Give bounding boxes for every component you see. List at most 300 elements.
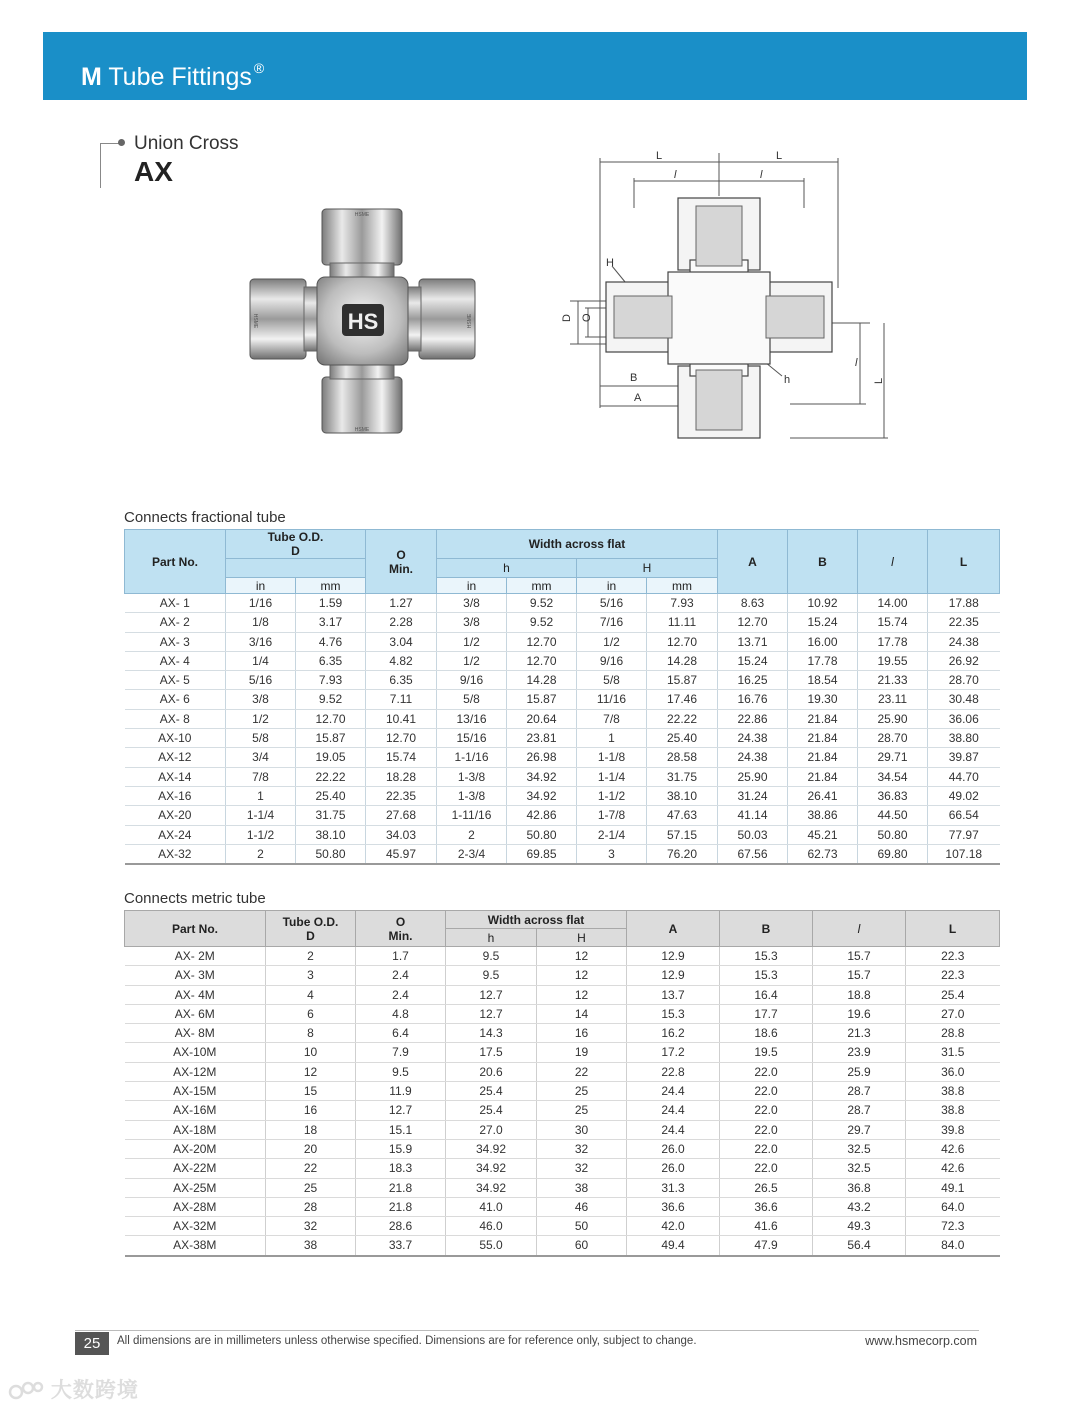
table-cell: 5/8 bbox=[577, 671, 647, 690]
table-cell: 4.8 bbox=[356, 1004, 446, 1023]
product-code: AX bbox=[134, 156, 173, 187]
table-cell: 17.78 bbox=[788, 651, 858, 670]
header-banner bbox=[43, 32, 1027, 100]
dim-H: H bbox=[606, 257, 614, 269]
table-row bbox=[125, 985, 1000, 1004]
col-tube-od: Tube O.D. D bbox=[266, 911, 356, 947]
table-cell: 14.28 bbox=[507, 671, 577, 690]
table-cell: 38.10 bbox=[296, 825, 366, 844]
table-cell: 6 bbox=[266, 1004, 356, 1023]
watermark-text: 大数跨境 bbox=[50, 1379, 139, 1402]
table-cell: 3 bbox=[577, 844, 647, 864]
table-row bbox=[125, 1062, 1000, 1081]
table-row bbox=[125, 844, 1000, 864]
table-cell: 23.11 bbox=[858, 690, 928, 709]
table-cell: 8 bbox=[266, 1024, 356, 1043]
table-cell: 4 bbox=[266, 985, 356, 1004]
table-cell: 26.0 bbox=[627, 1159, 720, 1178]
table-cell: 1/4 bbox=[226, 651, 296, 670]
table-cell: 2-3/4 bbox=[437, 844, 507, 864]
table-cell: 49.1 bbox=[906, 1178, 1000, 1197]
table-cell: 36.6 bbox=[627, 1197, 720, 1216]
dim-L-top-right: L bbox=[776, 150, 783, 162]
table-cell: 25.40 bbox=[296, 786, 366, 805]
table-cell: 17.88 bbox=[928, 594, 1000, 613]
watermark bbox=[8, 1374, 139, 1404]
table-cell: 66.54 bbox=[928, 806, 1000, 825]
table-cell: 15.9 bbox=[356, 1139, 446, 1158]
table-cell: 5/16 bbox=[577, 594, 647, 613]
table-cell: 31.75 bbox=[647, 767, 718, 786]
table-cell: AX-12M bbox=[125, 1062, 266, 1081]
table-cell: 57.15 bbox=[647, 825, 718, 844]
table-cell: 15.87 bbox=[296, 729, 366, 748]
table-cell: 34.54 bbox=[858, 767, 928, 786]
table-cell: AX-32M bbox=[125, 1217, 266, 1236]
table-cell: 12.70 bbox=[507, 632, 577, 651]
table-cell: 6.4 bbox=[356, 1024, 446, 1043]
table-cell: 46 bbox=[537, 1197, 627, 1216]
table-cell: AX-22M bbox=[125, 1159, 266, 1178]
table-cell: 1.7 bbox=[356, 947, 446, 966]
table-cell: 1-1/4 bbox=[226, 806, 296, 825]
table-cell: AX-15M bbox=[125, 1082, 266, 1101]
table-cell: 21.84 bbox=[788, 748, 858, 767]
table-cell: 25 bbox=[537, 1101, 627, 1120]
table-cell: AX- 4 bbox=[125, 651, 226, 670]
table-cell: 41.0 bbox=[446, 1197, 537, 1216]
table-cell: 21.8 bbox=[356, 1197, 446, 1216]
table-row bbox=[125, 748, 1000, 767]
table-cell: 12 bbox=[537, 985, 627, 1004]
table-cell: 11.9 bbox=[356, 1082, 446, 1101]
metric-table-body bbox=[125, 947, 1000, 1256]
table-cell: 12.7 bbox=[446, 1004, 537, 1023]
table-cell: 15 bbox=[266, 1082, 356, 1101]
title-text: Tube Fittings bbox=[108, 63, 252, 91]
table-cell: 28.70 bbox=[858, 729, 928, 748]
table-cell: 6.35 bbox=[366, 671, 437, 690]
table-cell: 19.6 bbox=[813, 1004, 906, 1023]
table-cell: 1/2 bbox=[437, 651, 507, 670]
table-cell: 14.00 bbox=[858, 594, 928, 613]
table-cell: 28 bbox=[266, 1197, 356, 1216]
table-cell: 32 bbox=[537, 1159, 627, 1178]
table-cell: 22 bbox=[537, 1062, 627, 1081]
table-cell: 1-11/16 bbox=[437, 806, 507, 825]
table-cell: 69.85 bbox=[507, 844, 577, 864]
table-cell: 1-3/8 bbox=[437, 767, 507, 786]
table-cell: 11.11 bbox=[647, 613, 718, 632]
unit-cell: mm bbox=[296, 578, 366, 594]
unit-cell: mm bbox=[647, 578, 718, 594]
table-cell: 12 bbox=[537, 947, 627, 966]
table-cell: 30.48 bbox=[928, 690, 1000, 709]
metric-caption: Connects metric tube bbox=[124, 890, 266, 907]
table-cell: 12.70 bbox=[718, 613, 788, 632]
table-cell: 9/16 bbox=[437, 671, 507, 690]
table-cell: 9.52 bbox=[296, 690, 366, 709]
table-cell: 12 bbox=[266, 1062, 356, 1081]
table-cell: 1-3/8 bbox=[437, 786, 507, 805]
table-cell: 21.3 bbox=[813, 1024, 906, 1043]
table-cell: 23.9 bbox=[813, 1043, 906, 1062]
table-cell: 19.55 bbox=[858, 651, 928, 670]
table-cell: 38 bbox=[266, 1236, 356, 1256]
dim-l-top-right: l bbox=[760, 169, 763, 181]
table-cell: 18 bbox=[266, 1120, 356, 1139]
table-row bbox=[125, 632, 1000, 651]
table-cell: 10.41 bbox=[366, 709, 437, 728]
table-cell: 25.90 bbox=[718, 767, 788, 786]
table-cell: 38.80 bbox=[928, 729, 1000, 748]
table-cell: 49.4 bbox=[627, 1236, 720, 1256]
table-cell: 2.28 bbox=[366, 613, 437, 632]
table-cell: 5/8 bbox=[437, 690, 507, 709]
table-cell: 2 bbox=[266, 947, 356, 966]
table-cell: 38.86 bbox=[788, 806, 858, 825]
table-row bbox=[125, 1024, 1000, 1043]
table-cell: 34.92 bbox=[446, 1178, 537, 1197]
dim-O: O bbox=[581, 313, 593, 322]
brand-letter: M bbox=[81, 63, 102, 91]
col-width-across-flat: Width across flat bbox=[446, 911, 627, 929]
table-cell: 16.76 bbox=[718, 690, 788, 709]
table-cell: 22.0 bbox=[720, 1159, 813, 1178]
table-cell: 16.2 bbox=[627, 1024, 720, 1043]
table-cell: 22.0 bbox=[720, 1082, 813, 1101]
table-cell: 47.9 bbox=[720, 1236, 813, 1256]
table-cell: 13.7 bbox=[627, 985, 720, 1004]
table-cell: AX- 8M bbox=[125, 1024, 266, 1043]
table-cell: 49.3 bbox=[813, 1217, 906, 1236]
table-cell: 22.35 bbox=[928, 613, 1000, 632]
fractional-table bbox=[124, 529, 1000, 865]
table-cell: 84.0 bbox=[906, 1236, 1000, 1256]
table-cell: 39.8 bbox=[906, 1120, 1000, 1139]
table-cell: 15.7 bbox=[813, 947, 906, 966]
table-cell: 8.63 bbox=[718, 594, 788, 613]
table-cell: 26.92 bbox=[928, 651, 1000, 670]
table-cell: 38.10 bbox=[647, 786, 718, 805]
table-row bbox=[125, 1082, 1000, 1101]
table-row bbox=[125, 1178, 1000, 1197]
nut-mark-bottom: HSME bbox=[354, 427, 370, 433]
table-cell: AX-24 bbox=[125, 825, 226, 844]
dim-l-top-left: l bbox=[674, 169, 677, 181]
table-cell: 62.73 bbox=[788, 844, 858, 864]
col-h-small: h bbox=[446, 929, 537, 947]
table-cell: 32 bbox=[266, 1217, 356, 1236]
table-cell: 3/16 bbox=[226, 632, 296, 651]
table-cell: 1 bbox=[577, 729, 647, 748]
table-cell: 1-1/4 bbox=[577, 767, 647, 786]
table-cell: 3/8 bbox=[437, 594, 507, 613]
table-cell: 16 bbox=[266, 1101, 356, 1120]
heading-bracket bbox=[100, 143, 119, 188]
col-width-across-flat: Width across flat bbox=[437, 530, 718, 559]
table-cell: 29.7 bbox=[813, 1120, 906, 1139]
table-cell: 1/16 bbox=[226, 594, 296, 613]
table-cell: 16.4 bbox=[720, 985, 813, 1004]
table-cell: 26.41 bbox=[788, 786, 858, 805]
table-cell: 9.52 bbox=[507, 613, 577, 632]
table-cell: 22.35 bbox=[366, 786, 437, 805]
table-cell: 77.97 bbox=[928, 825, 1000, 844]
table-cell: 32 bbox=[537, 1139, 627, 1158]
table-cell: 31.5 bbox=[906, 1043, 1000, 1062]
table-cell: 15.7 bbox=[813, 966, 906, 985]
table-cell: 15.1 bbox=[356, 1120, 446, 1139]
table-cell: 18.28 bbox=[366, 767, 437, 786]
product-photo bbox=[245, 205, 480, 437]
table-row bbox=[125, 1236, 1000, 1256]
page-footer bbox=[75, 1330, 979, 1355]
table-cell: 15/16 bbox=[437, 729, 507, 748]
col-part-no: Part No. bbox=[125, 530, 226, 594]
table-row bbox=[125, 594, 1000, 613]
table-row bbox=[125, 966, 1000, 985]
table-cell: 45.97 bbox=[366, 844, 437, 864]
table-cell: 25.90 bbox=[858, 709, 928, 728]
table-cell: 22.86 bbox=[718, 709, 788, 728]
table-cell: 28.8 bbox=[906, 1024, 1000, 1043]
table-cell: 60 bbox=[537, 1236, 627, 1256]
col-l-small: l bbox=[813, 911, 906, 947]
table-cell: 50 bbox=[537, 1217, 627, 1236]
table-cell: AX-16M bbox=[125, 1101, 266, 1120]
dim-B: B bbox=[630, 372, 638, 384]
table-cell: 36.6 bbox=[720, 1197, 813, 1216]
table-row bbox=[125, 1120, 1000, 1139]
table-cell: 1-1/2 bbox=[577, 786, 647, 805]
table-cell: 1-1/8 bbox=[577, 748, 647, 767]
table-cell: 25.4 bbox=[446, 1082, 537, 1101]
table-cell: 14 bbox=[537, 1004, 627, 1023]
table-cell: 41.6 bbox=[720, 1217, 813, 1236]
table-row bbox=[125, 729, 1000, 748]
nut-mark-top: HSME bbox=[354, 212, 370, 218]
table-cell: AX-10 bbox=[125, 729, 226, 748]
col-l-big: L bbox=[906, 911, 1000, 947]
table-row bbox=[125, 709, 1000, 728]
table-cell: 14.28 bbox=[647, 651, 718, 670]
table-cell: 22.8 bbox=[627, 1062, 720, 1081]
table-cell: 22.0 bbox=[720, 1101, 813, 1120]
table-cell: 50.80 bbox=[507, 825, 577, 844]
col-l-small: l bbox=[858, 530, 928, 594]
table-cell: 13/16 bbox=[437, 709, 507, 728]
col-o-min: O Min. bbox=[356, 911, 446, 947]
table-cell: 16.00 bbox=[788, 632, 858, 651]
table-cell: 16 bbox=[537, 1024, 627, 1043]
table-cell: 26.5 bbox=[720, 1178, 813, 1197]
table-cell: 64.0 bbox=[906, 1197, 1000, 1216]
table-cell: 21.84 bbox=[788, 767, 858, 786]
table-cell: 12 bbox=[537, 966, 627, 985]
table-row bbox=[125, 767, 1000, 786]
table-cell: 38.8 bbox=[906, 1101, 1000, 1120]
table-cell: 10 bbox=[266, 1043, 356, 1062]
table-cell: 12.70 bbox=[296, 709, 366, 728]
table-cell: 12.9 bbox=[627, 966, 720, 985]
table-cell: 1-7/8 bbox=[577, 806, 647, 825]
table-cell: 7.93 bbox=[647, 594, 718, 613]
table-row bbox=[125, 1139, 1000, 1158]
table-cell: 25.9 bbox=[813, 1062, 906, 1081]
table-cell: 3/8 bbox=[226, 690, 296, 709]
table-cell: 3 bbox=[266, 966, 356, 985]
table-cell: 12.70 bbox=[507, 651, 577, 670]
product-name: Union Cross bbox=[134, 133, 239, 154]
table-row bbox=[125, 1197, 1000, 1216]
dim-L-top-left: L bbox=[656, 150, 663, 162]
table-cell: 31.75 bbox=[296, 806, 366, 825]
table-cell: 12.70 bbox=[366, 729, 437, 748]
table-row bbox=[125, 825, 1000, 844]
table-cell: 24.38 bbox=[718, 729, 788, 748]
table-cell: 7/8 bbox=[577, 709, 647, 728]
table-cell: 107.18 bbox=[928, 844, 1000, 864]
col-b: B bbox=[788, 530, 858, 594]
table-cell: 42.6 bbox=[906, 1139, 1000, 1158]
table-cell: 1/8 bbox=[226, 613, 296, 632]
table-cell: 24.4 bbox=[627, 1082, 720, 1101]
table-cell: 49.02 bbox=[928, 786, 1000, 805]
table-cell: 44.50 bbox=[858, 806, 928, 825]
table-cell: AX- 4M bbox=[125, 985, 266, 1004]
table-cell: 3/8 bbox=[437, 613, 507, 632]
body-mark: HS bbox=[347, 309, 379, 334]
table-cell: 4.82 bbox=[366, 651, 437, 670]
col-h-big: H bbox=[577, 559, 718, 578]
table-cell: 38 bbox=[537, 1178, 627, 1197]
unit-cell: in bbox=[226, 578, 296, 594]
table-cell: 28.6 bbox=[356, 1217, 446, 1236]
table-cell: 3/4 bbox=[226, 748, 296, 767]
fractional-table-body bbox=[125, 594, 1000, 865]
table-cell: 21.33 bbox=[858, 671, 928, 690]
table-cell: AX-32 bbox=[125, 844, 226, 864]
table-row bbox=[125, 786, 1000, 805]
col-o-min: O Min. bbox=[366, 530, 437, 594]
table-cell: 1.27 bbox=[366, 594, 437, 613]
table-cell: 39.87 bbox=[928, 748, 1000, 767]
table-cell: 22.0 bbox=[720, 1139, 813, 1158]
table-cell: 15.87 bbox=[507, 690, 577, 709]
table-cell: 12.70 bbox=[647, 632, 718, 651]
table-cell: 9.5 bbox=[446, 966, 537, 985]
table-cell: 19.30 bbox=[788, 690, 858, 709]
table-cell: 1/2 bbox=[577, 632, 647, 651]
table-cell: 25.4 bbox=[446, 1101, 537, 1120]
table-cell: 34.92 bbox=[507, 767, 577, 786]
table-cell: 1-1/2 bbox=[226, 825, 296, 844]
table-cell: 30 bbox=[537, 1120, 627, 1139]
table-cell: 36.0 bbox=[906, 1062, 1000, 1081]
dim-L-side: L bbox=[873, 377, 885, 384]
table-cell: 5/16 bbox=[226, 671, 296, 690]
table-cell: 15.74 bbox=[366, 748, 437, 767]
table-cell: 15.74 bbox=[858, 613, 928, 632]
table-cell: 45.21 bbox=[788, 825, 858, 844]
table-cell: 41.14 bbox=[718, 806, 788, 825]
table-cell: 12.9 bbox=[627, 947, 720, 966]
table-cell: 34.92 bbox=[507, 786, 577, 805]
table-cell: 17.46 bbox=[647, 690, 718, 709]
table-row bbox=[125, 1101, 1000, 1120]
table-cell: 15.3 bbox=[720, 966, 813, 985]
table-row bbox=[125, 651, 1000, 670]
table-cell: AX- 2M bbox=[125, 947, 266, 966]
technical-drawing bbox=[550, 148, 895, 443]
table-cell: AX- 2 bbox=[125, 613, 226, 632]
table-cell: 25.40 bbox=[647, 729, 718, 748]
table-cell: AX- 8 bbox=[125, 709, 226, 728]
nut-mark-left: HSME bbox=[252, 313, 258, 329]
table-cell: AX- 6M bbox=[125, 1004, 266, 1023]
table-cell: 2.4 bbox=[356, 966, 446, 985]
table-cell: 9/16 bbox=[577, 651, 647, 670]
table-cell: 22 bbox=[266, 1159, 356, 1178]
table-cell: 36.83 bbox=[858, 786, 928, 805]
table-cell: 31.3 bbox=[627, 1178, 720, 1197]
col-a: A bbox=[718, 530, 788, 594]
table-cell: 14.3 bbox=[446, 1024, 537, 1043]
table-cell: 47.63 bbox=[647, 806, 718, 825]
table-cell: 10.92 bbox=[788, 594, 858, 613]
table-cell: AX-18M bbox=[125, 1120, 266, 1139]
table-cell: 1.59 bbox=[296, 594, 366, 613]
table-cell: 31.24 bbox=[718, 786, 788, 805]
table-cell: 50.80 bbox=[858, 825, 928, 844]
table-cell: 12.7 bbox=[446, 985, 537, 1004]
table-cell: 27.68 bbox=[366, 806, 437, 825]
website-link[interactable]: www.hsmecorp.com bbox=[865, 1334, 977, 1348]
table-cell: 55.0 bbox=[446, 1236, 537, 1256]
table-cell: 36.8 bbox=[813, 1178, 906, 1197]
table-cell: 7.93 bbox=[296, 671, 366, 690]
table-cell: 26.98 bbox=[507, 748, 577, 767]
heading-bullet bbox=[118, 139, 125, 146]
table-cell: 20.6 bbox=[446, 1062, 537, 1081]
fractional-caption: Connects fractional tube bbox=[124, 509, 286, 526]
table-row bbox=[125, 1043, 1000, 1062]
table-cell: 18.54 bbox=[788, 671, 858, 690]
table-cell: 9.5 bbox=[446, 947, 537, 966]
table-cell: 6.35 bbox=[296, 651, 366, 670]
dim-l-side: l bbox=[855, 357, 858, 369]
registered-mark: ® bbox=[253, 60, 265, 76]
table-cell: 32.5 bbox=[813, 1139, 906, 1158]
col-l-big: L bbox=[928, 530, 1000, 594]
table-cell: 9.52 bbox=[507, 594, 577, 613]
table-cell: 21.84 bbox=[788, 729, 858, 748]
table-cell: 24.38 bbox=[718, 748, 788, 767]
nut-mark-right: HSME bbox=[467, 313, 473, 329]
table-cell: 3.17 bbox=[296, 613, 366, 632]
table-cell: 1-1/16 bbox=[437, 748, 507, 767]
table-cell: 42.0 bbox=[627, 1217, 720, 1236]
table-row bbox=[125, 1159, 1000, 1178]
table-cell: 67.56 bbox=[718, 844, 788, 864]
table-cell: 7/8 bbox=[226, 767, 296, 786]
table-cell: 5/8 bbox=[226, 729, 296, 748]
page-title bbox=[81, 60, 264, 92]
table-cell: 19.05 bbox=[296, 748, 366, 767]
table-cell: 1 bbox=[226, 786, 296, 805]
table-cell: 12.7 bbox=[356, 1101, 446, 1120]
